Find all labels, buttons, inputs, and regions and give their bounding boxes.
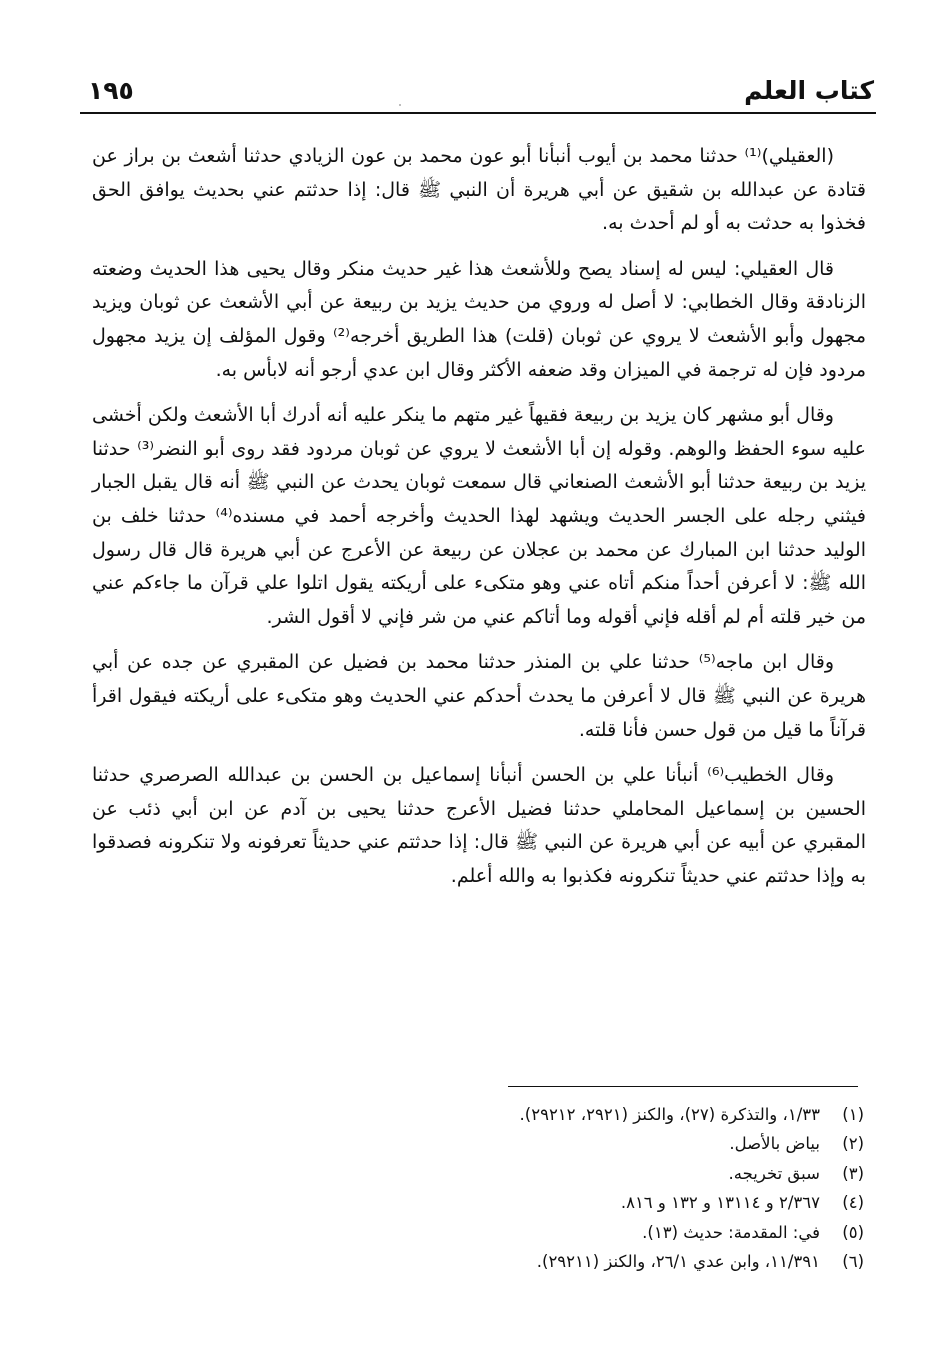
footnote-text: ١/٣٣، والتذكرة (٢٧)، والكنز (٢٩٢١، ٢٩٢١٢). bbox=[519, 1105, 820, 1124]
page-number: ١٩٥ bbox=[88, 76, 134, 105]
paragraph-3: وقال أبو مشهر كان يزيد بن ربيعة فقيهاً غير متهم ما ينكر عليه أنه أدرك أبا الأشعث ولكن أخشى عليه سوء الحفظ والوهم. وقوله إن أبا الأشعث لا يروي عن ثوبان مردود فقد روى أبو النضر⁽³⁾ حدثنا يزيد بن ربيعة حدثنا أبو الأشعث الصنعاني قال سمعت ثوبان يحدث عن النبي ﷺ أنه قال يقبل الجبار فيثني رجله على الجسر الحديث ويشهد لهذا الحديث وأخرجه أحمد في مسنده⁽⁴⁾ حدثنا خلف بن الوليد حدثنا ابن المبارك عن محمد بن عجلان عن ربيعة عن الأعرج عن أبي هريرة قال قال رسول الله ﷺ: لا أعرفن أحداً منكم أتاه عني وهو متكىء على أريكته يقول اتلوا علي قرآن ما جاءكم عني من خير قلته أم لم أقله فإني أقوله وما أتاكم عني من شر فإني لا أقول الشر. bbox=[92, 404, 866, 628]
footnote-text: في: المقدمة: حديث (١٣). bbox=[642, 1222, 820, 1242]
scan-speck bbox=[399, 104, 401, 106]
page-header bbox=[88, 70, 874, 112]
footnote-number: (٣) bbox=[842, 1163, 864, 1183]
footnote-text: بياض بالأصل. bbox=[729, 1134, 820, 1154]
paragraph-2: قال العقيلي: ليس له إسناد يصح وللأشعث هذا غير حديث منكر وقال يحيى هذا الحديث وضعته الزنادقة وقال الخطابي: لا أصل له وروي من حديث يزيد بن ربيعة عن أبي الأشعث عن ثوبان ويزيد مجهول وأبو الأشعث لا يروي عن ثوبان (قلت) هذا الطريق أخرجه⁽²⁾ وقول المؤلف إن يزيد مجهول مردود فإن له ترجمة في الميزان وقد ضعفه الأكثر وقال ابن عدي أرجو أنه لابأس به. bbox=[92, 257, 866, 381]
footnote-text: سبق تخريجه. bbox=[728, 1163, 820, 1183]
footnotes bbox=[200, 1100, 864, 1276]
footnote-number: (٥) bbox=[842, 1222, 864, 1242]
footnote-rule bbox=[508, 1086, 858, 1087]
footnote-text: ١١/٣٩١، وابن عدي ٢٦/١، والكنز (٢٩٢١١). bbox=[536, 1252, 820, 1272]
paragraph-1: (العقيلي)⁽¹⁾ حدثنا محمد بن أيوب أنبأنا أبو عون محمد بن عون الزيادي حدثنا أشعث بن براز عن قتادة عن عبدالله بن شقيق عن أبي هريرة أن النبي ﷺ قال: إذا حدثتم عني بحديث يوافق الحق فخذوا به حدثت به أو لم أحدث به. bbox=[92, 145, 866, 235]
footnote-3 bbox=[200, 1159, 864, 1188]
paragraph-4: وقال ابن ماجه⁽⁵⁾ حدثنا علي بن المنذر حدثنا محمد بن فضيل عن المقبري عن جده عن أبي هريرة عن النبي ﷺ قال لا أعرفن ما يحدث أحدكم عني الحديث وهو متكىء على أريكته فيقول اقرأ قرآناً ما قيل من قول حسن فأنا قلته. bbox=[92, 651, 866, 741]
footnote-4 bbox=[200, 1188, 864, 1217]
footnote-2 bbox=[200, 1129, 864, 1158]
footnote-number: (٤) bbox=[842, 1193, 864, 1213]
main-text bbox=[92, 140, 866, 905]
footnote-6 bbox=[200, 1247, 864, 1276]
footnote-number: (١) bbox=[842, 1105, 864, 1124]
book-title: كتاب العلم bbox=[744, 76, 874, 105]
footnote-1 bbox=[200, 1100, 864, 1129]
paragraph-5: وقال الخطيب⁽⁶⁾ أنبأنا علي بن الحسن أنبأنا إسماعيل بن الحسن بن عبدالله الصرصري حدثنا الحسين بن إسماعيل المحاملي حدثنا فضيل الأعرج حدثنا يحيى بن آدم عن ابن أبي ذئب عن المقبري عن أبيه عن أبي هريرة عن النبي ﷺ قال: إذا حدثتم عني حديثاً تعرفونه ولا تنكرونه فصدقوا به وإذا حدثتم عني حديثاً تنكرونه فكذبوا به والله أعلم. bbox=[92, 764, 866, 887]
header-rule bbox=[80, 112, 876, 114]
footnote-5 bbox=[200, 1218, 864, 1247]
footnote-number: (٦) bbox=[842, 1252, 864, 1272]
footnote-number: (٢) bbox=[842, 1134, 864, 1154]
footnote-text: ٢/٣٦٧ و ١٣١١٤ و ١٣٢ و ٨١٦. bbox=[620, 1193, 820, 1213]
